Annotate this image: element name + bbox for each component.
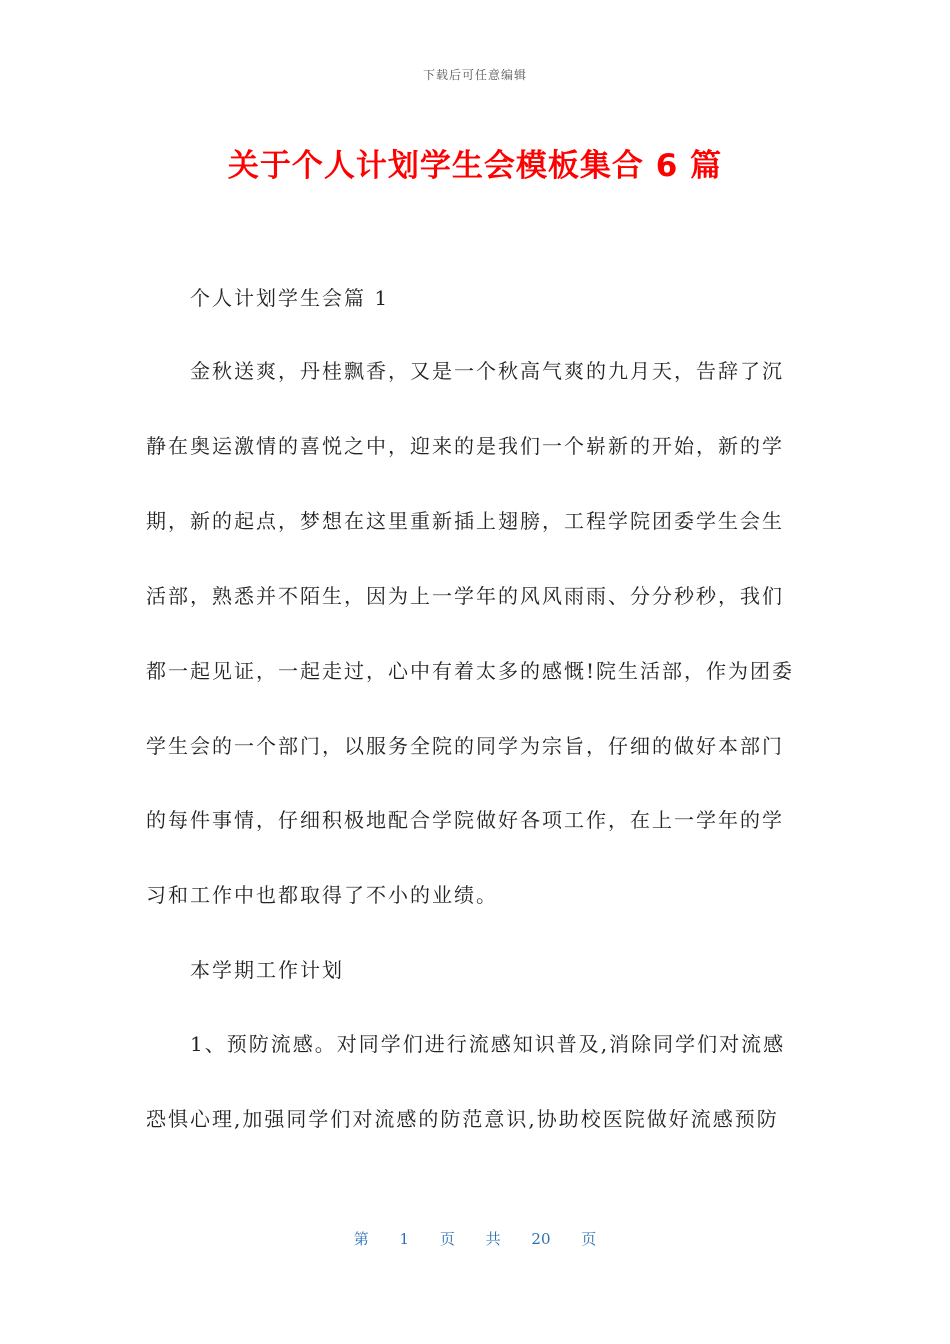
page-total: 20 xyxy=(531,1230,551,1248)
page-label-ye-end: 页 xyxy=(581,1230,597,1248)
document-title: 关于个人计划学生会模板集合 6 篇 xyxy=(227,148,723,184)
page-label-ye: 页 xyxy=(439,1230,455,1248)
paragraph-line: 的每件事情，仔细积极地配合学院做好各项工作，在上一学年的学 xyxy=(146,808,784,832)
paragraph-line: 活部，熟悉并不陌生，因为上一学年的风风雨雨、分分秒秒，我们 xyxy=(146,584,784,608)
paragraph-line: 习和工作中也都取得了不小的业绩。 xyxy=(146,883,498,907)
page-footer xyxy=(0,1228,950,1249)
paragraph-line: 学生会的一个部门，以服务全院的同学为宗旨，仔细的做好本部门 xyxy=(146,734,784,758)
paragraph-line: 都一起见证，一起走过，心中有着太多的感慨!院生活部，作为团委 xyxy=(146,659,795,683)
page-label-gong: 共 xyxy=(485,1230,501,1248)
paragraph-line: 金秋送爽，丹桂飘香，又是一个秋高气爽的九月天，告辞了沉 xyxy=(190,359,784,383)
paragraph-line: 静在奥运激情的喜悦之中，迎来的是我们一个崭新的开始，新的学 xyxy=(146,434,784,458)
section-heading: 个人计划学生会篇 1 xyxy=(190,286,390,310)
paragraph-line: 1、预防流感。对同学们进行流感知识普及,消除同学们对流感 xyxy=(190,1032,786,1056)
header-note: 下载后可任意编辑 xyxy=(422,68,527,82)
paragraph-line: 期，新的起点，梦想在这里重新插上翅膀，工程学院团委学生会生 xyxy=(146,509,784,533)
paragraph-line: 恐惧心理,加强同学们对流感的防范意识,协助校医院做好流感预防 xyxy=(146,1107,779,1131)
page-label-di: 第 xyxy=(353,1230,369,1248)
page-current: 1 xyxy=(399,1230,410,1248)
subsection-heading: 本学期工作计划 xyxy=(190,958,344,982)
